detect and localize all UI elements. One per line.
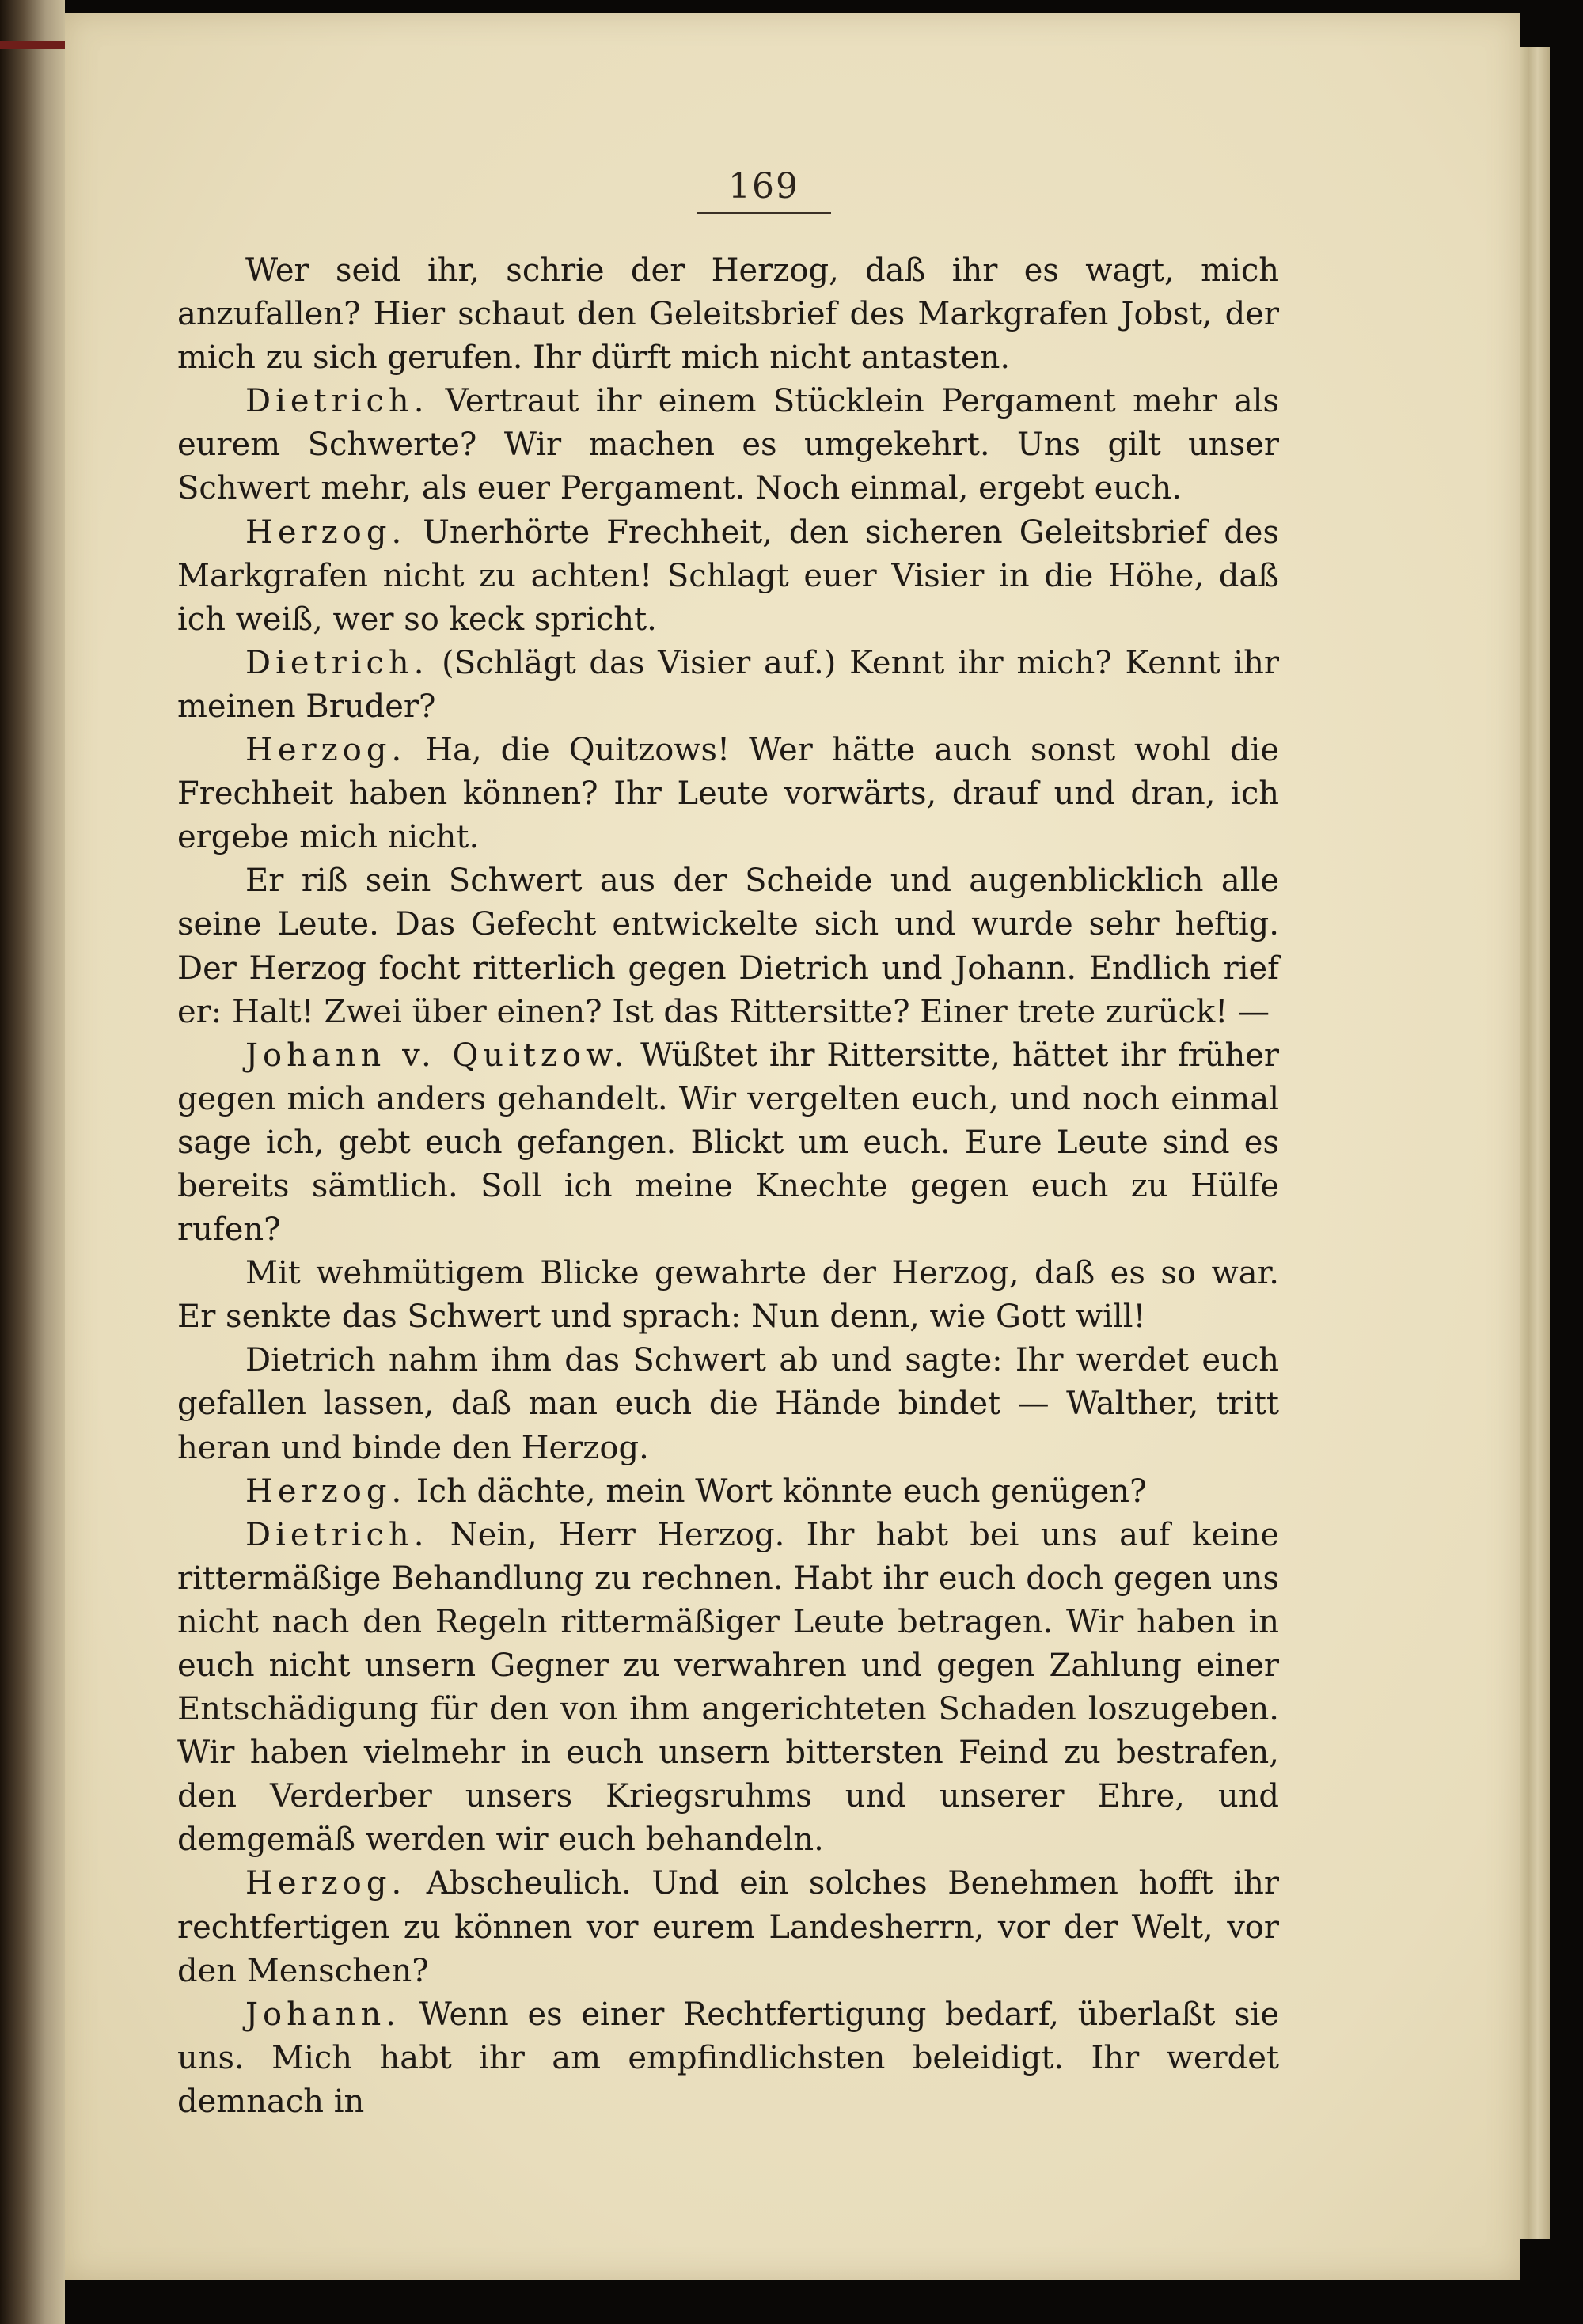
speaker-name: Herzog. — [245, 732, 407, 769]
paragraph-text: Abscheulich. Und ein solches Benehmen hofft ihr rechtfertigen zu können vor eurem Landesherrn, vor der Welt, vor den Menschen? — [177, 1865, 1280, 1989]
paragraph — [177, 1993, 1279, 2124]
paragraph-text: Ha, die Quitzows! Wer hätte auch sonst wohl die Frechheit haben können? Ihr Leute vorwärts, drauf und dran, ich ergebe mich nicht. — [177, 732, 1279, 856]
paragraph-text: Unerhörte Frechheit, den sicheren Geleitsbrief des Markgrafen nicht zu achten! Schlagt euer Visier in die Höhe, daß ich weiß, wer so keck spricht. — [177, 514, 1280, 638]
paragraph — [177, 380, 1279, 510]
paragraph — [177, 729, 1279, 859]
speaker-name: Herzog. — [245, 1865, 407, 1902]
paragraph-text: Mit wehmütigem Blicke gewahrte der Herzog, daß es so war. Er senkte das Schwert und sprach: Nun denn, wie Gott will! — [177, 1255, 1279, 1336]
paragraph-text: Wüßtet ihr Rittersitte, hättet ihr früher gegen mich anders gehandelt. Wir vergelten euch, und noch einmal sage ich, gebt euch gefangen. Blickt um euch. Eure Leute sind es bereits sämtlich. Soll ich meine Knechte gegen euch zu Hülfe rufen? — [177, 1037, 1280, 1249]
paragraph-text: Vertraut ihr einem Stücklein Pergament mehr als eurem Schwerte? Wir machen es umgekehrt. Uns gilt unser Schwert mehr, als euer Pergament. Noch einmal, ergebt euch. — [177, 383, 1279, 507]
paragraph-text: Wer seid ihr, schrie der Herzog, daß ihr es wagt, mich anzufallen? Hier schaut den Geleitsbrief des Markgrafen Jobst, der mich zu sich gerufen. Ihr dürft mich nicht antasten. — [177, 252, 1279, 377]
speaker-name: Dietrich. — [245, 383, 429, 420]
paragraph-text: Wenn es einer Rechtfertigung bedarf, überlaßt sie uns. Mich habt ihr am empfindlichsten beleidigt. Ihr werdet demnach in — [177, 1996, 1279, 2120]
body-text — [177, 249, 1279, 2124]
paragraph-text: Er riß sein Schwert aus der Scheide und augenblicklich alle seine Leute. Das Gefecht entwickelte sich und wurde sehr heftig. Der Herzog focht ritterlich gegen Dietrich und Johann. Endlich rief er: Halt! Zwei über einen? Ist das Rittersitte? Einer trete zurück! — — [177, 862, 1279, 1030]
speaker-name: Johann v. Quitzow. — [245, 1037, 629, 1074]
speaker-name: Johann. — [245, 1996, 400, 2033]
paragraph — [177, 1862, 1279, 1992]
page-stack-edge — [1520, 47, 1550, 2239]
paragraph-text: Dietrich nahm ihm das Schwert ab und sagte: Ihr werdet euch gefallen lassen, daß man euch die Hände bindet — Walther, tritt heran und binde den Herzog. — [177, 1342, 1279, 1466]
speaker-name: Herzog. — [245, 1473, 407, 1510]
page-number-rule — [697, 212, 831, 214]
paragraph — [177, 1470, 1279, 1514]
speaker-name: Dietrich. — [245, 1516, 429, 1553]
book-binding-edge — [0, 0, 65, 2324]
page-number: 169 — [728, 166, 799, 207]
paragraph — [177, 249, 1279, 380]
paragraph — [177, 642, 1279, 729]
paragraph-text: Nein, Herr Herzog. Ihr habt bei uns auf keine rittermäßige Behandlung zu rechnen. Habt ihr euch doch gegen uns nicht nach den Regeln rittermäßiger Leute betragen. Wir haben in euch nicht unsern Gegner zu verwahren und gegen Zahlung einer Entschädigung für den von ihm angerichteten Schaden loszugeben. Wir haben vielmehr in euch unsern bittersten Feind zu bestrafen, den Verderber unsers Kriegsruhms und unserer Ehre, und demgemäß werden wir euch behandeln. — [177, 1516, 1279, 1859]
speaker-name: Herzog. — [245, 514, 407, 551]
paragraph — [177, 859, 1279, 1033]
paragraph — [177, 1252, 1279, 1339]
paragraph-text: Ich dächte, mein Wort könnte euch genügen? — [416, 1473, 1147, 1510]
paragraph-text: (Schlägt das Visier auf.) Kennt ihr mich? Kennt ihr meinen Bruder? — [177, 644, 1279, 725]
speaker-name: Dietrich. — [245, 644, 429, 681]
paragraph — [177, 1514, 1279, 1863]
paragraph — [177, 1339, 1279, 1469]
paragraph — [177, 511, 1279, 642]
paragraph — [177, 1034, 1279, 1252]
